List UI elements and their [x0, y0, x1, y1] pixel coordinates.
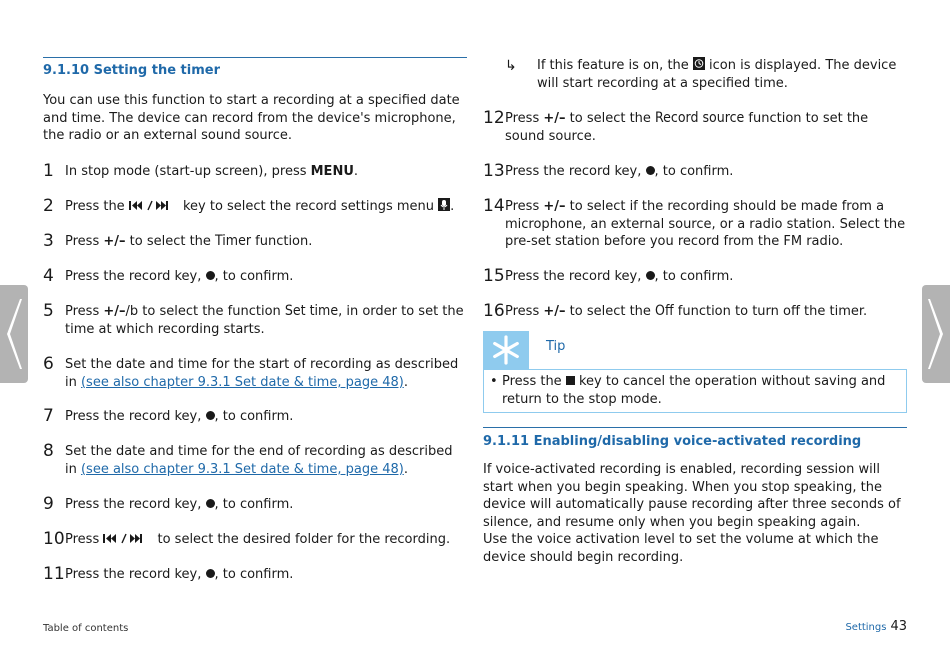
bullet-marker: •	[490, 374, 498, 389]
step-text: to select the	[565, 304, 656, 319]
step-text: to select the	[565, 111, 656, 126]
step-text: function to set the sound source.	[505, 111, 869, 144]
step-number: 11	[43, 564, 65, 584]
timer-note	[505, 57, 907, 92]
step-text: Set the date and time for the start of recording as described in	[65, 357, 459, 390]
step-text: .	[450, 199, 455, 214]
step-6	[43, 356, 467, 391]
step-text: , to confirm.	[214, 409, 294, 424]
step-number: 9	[43, 494, 54, 514]
step-number: 2	[43, 196, 54, 216]
plus-minus-key-label: +/–	[543, 199, 566, 214]
step-text: , in order to set the time at which recording starts.	[65, 304, 464, 337]
table-of-contents-link[interactable]: Table of contents	[43, 623, 129, 634]
step-8	[43, 443, 467, 478]
section-title-voice-activation: 9.1.11 Enabling/disabling voice-activated recording	[483, 434, 862, 449]
step-text: , to confirm.	[214, 567, 294, 582]
record-key-icon	[206, 411, 215, 420]
step-text: to select the	[125, 234, 216, 249]
step-text: Press	[505, 199, 544, 214]
step-text: Press the record key,	[65, 409, 206, 424]
prev-next-icon	[129, 200, 179, 211]
step-text: .	[353, 164, 359, 179]
step-text: /b to select the function	[125, 304, 285, 319]
step-text: , to confirm.	[654, 164, 734, 179]
plus-minus-key-label: +/–	[543, 304, 566, 319]
chevron-left-icon	[0, 285, 28, 383]
ui-function-name: Off	[655, 303, 674, 319]
chapter-link-set-date[interactable]: (see also chapter 9.3.1 Set date & time, page 48)	[80, 374, 404, 390]
step-text: Press the record key,	[505, 164, 646, 179]
plus-minus-key-label: +/–	[543, 111, 566, 126]
page-number: 43	[890, 619, 907, 634]
tip-icon	[483, 331, 529, 369]
ui-function-name: Set time	[284, 303, 339, 319]
section-rule-right	[483, 427, 907, 428]
step-number: 7	[43, 406, 54, 426]
record-key-icon	[206, 271, 215, 280]
step-3	[43, 233, 467, 251]
step-number: 8	[43, 441, 54, 461]
ui-function-name: Record source	[655, 110, 745, 126]
step-text: , to confirm.	[654, 269, 734, 284]
tip-body	[483, 369, 907, 413]
asterisk-icon	[483, 331, 529, 369]
section-title-timer: 9.1.10 Setting the timer	[43, 63, 220, 78]
step-16	[483, 303, 907, 321]
step-12	[483, 110, 907, 145]
step-text: Press	[65, 304, 104, 319]
step-number: 12	[483, 108, 505, 128]
step-text: function to turn off the timer.	[673, 304, 868, 319]
menu-key-label: MENU	[310, 164, 354, 179]
step-number: 14	[483, 196, 505, 216]
step-text: Set the date and time for the end of recording as described in	[65, 444, 453, 477]
step-number: 6	[43, 354, 54, 374]
voice-activation-paragraph	[483, 461, 907, 566]
step-number: 1	[43, 161, 54, 181]
step-14	[483, 198, 907, 251]
step-text: .	[403, 461, 408, 477]
tip-label: Tip	[546, 339, 566, 354]
record-key-icon	[646, 271, 655, 280]
step-text: to select if the recording should be made from a microphone, an external source, or a radio station. Select the pre-set station before you record from the FM radio.	[505, 199, 906, 249]
step-text: , to confirm.	[214, 497, 294, 512]
record-key-icon	[206, 569, 215, 578]
intro-text: You can use this function to start a recording at a specified date and time. The device can record from the device's microphone, the radio or an external sound source.	[43, 93, 460, 143]
chevron-right-icon	[922, 285, 950, 383]
step-text: Press the	[65, 199, 129, 214]
step-11	[43, 566, 467, 584]
record-key-icon	[646, 166, 655, 175]
record-key-icon	[206, 499, 215, 508]
record-settings-icon	[438, 198, 450, 211]
step-2	[43, 198, 467, 216]
step-text: Press	[505, 111, 544, 126]
step-text: .	[403, 374, 408, 390]
step-number: 3	[43, 231, 54, 251]
step-number: 15	[483, 266, 505, 286]
step-text: function.	[251, 234, 313, 249]
footer-page-info	[845, 619, 907, 634]
step-text: Press the record key,	[65, 567, 206, 582]
footer-section-link[interactable]: Settings	[845, 622, 887, 633]
voice-activation-level-text: Use the voice activation level to set the volume at which the device should begin recording.	[483, 532, 879, 565]
intro-paragraph	[43, 92, 467, 145]
step-1	[43, 163, 467, 181]
step-text: Press the record key,	[65, 497, 206, 512]
chapter-link-set-date[interactable]: (see also chapter 9.3.1 Set date & time, page 48)	[80, 461, 404, 477]
step-9	[43, 496, 467, 514]
note-text: If this feature is on, the	[537, 58, 693, 73]
step-15	[483, 268, 907, 286]
section-rule-left	[43, 57, 467, 58]
step-10	[43, 531, 467, 549]
step-number: 5	[43, 301, 54, 321]
step-number: 13	[483, 161, 505, 181]
step-text: Press the record key,	[505, 269, 646, 284]
plus-minus-key-label: +/–	[103, 234, 126, 249]
plus-minus-key-label: +/–	[103, 304, 126, 319]
step-7	[43, 408, 467, 426]
next-page-tab[interactable]	[922, 285, 950, 383]
step-text: Press	[65, 532, 104, 547]
ui-function-name: Timer	[215, 233, 252, 249]
step-13	[483, 163, 907, 181]
stop-key-icon	[566, 376, 575, 385]
step-4	[43, 268, 467, 286]
step-text: to select the desired folder for the recording.	[153, 532, 451, 547]
step-text: In stop mode (start-up screen), press	[65, 164, 311, 179]
tip-text: key to cancel the operation without saving and return to the stop mode.	[502, 374, 886, 407]
note-arrow-icon: ↳	[505, 58, 517, 74]
timer-icon	[693, 57, 705, 70]
step-5	[43, 303, 467, 338]
previous-page-tab[interactable]	[0, 285, 28, 383]
step-text: Press the record key,	[65, 269, 206, 284]
voice-activation-text: If voice-activated recording is enabled, recording session will start when you begin speaking. When you stop speaking, the device will automatically pause recording after three seconds of silence, and resume only when you begin speaking again.	[483, 462, 901, 530]
step-number: 4	[43, 266, 54, 286]
tip-text: Press the	[502, 374, 566, 389]
step-number: 10	[43, 529, 65, 549]
step-text: Press	[65, 234, 104, 249]
step-text: Press	[505, 304, 544, 319]
prev-next-icon	[103, 533, 153, 544]
note-text: icon is displayed. The device will start recording at a specified time.	[537, 58, 897, 91]
step-number: 16	[483, 301, 505, 321]
step-text: key to select the record settings menu	[178, 199, 439, 214]
step-text: , to confirm.	[214, 269, 294, 284]
